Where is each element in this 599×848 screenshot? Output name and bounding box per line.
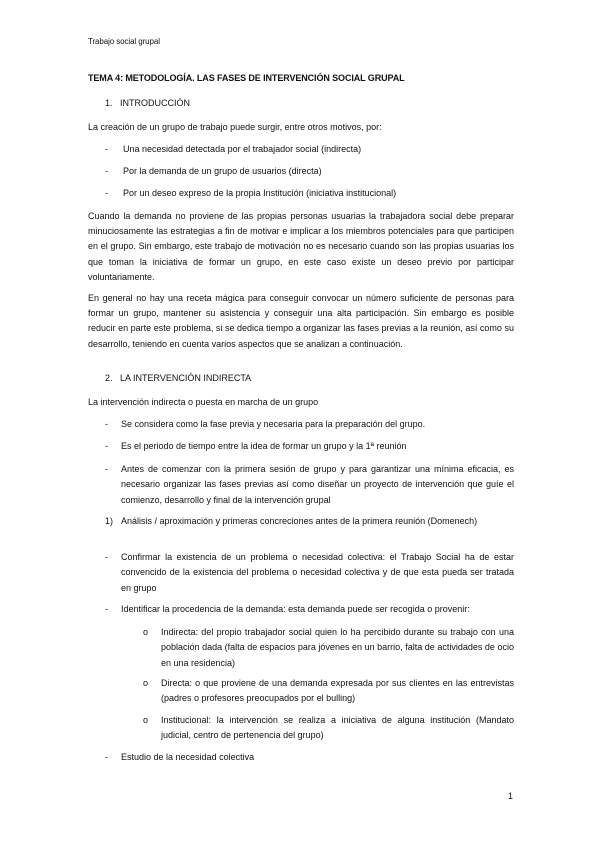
section-title: LA INTERVENCIÓN INDIRECTA bbox=[120, 373, 252, 383]
bullet-circle: o bbox=[143, 715, 149, 725]
list-item-text: Estudio de la necesidad colectiva bbox=[121, 752, 255, 762]
sub-list-item-text: Institucional: la intervención se realiza a iniciativa de alguna institución (Mandato judicial, centro de pertenencia del grupo) bbox=[161, 715, 514, 741]
section-title: INTRODUCCIÓN bbox=[120, 98, 190, 108]
bullet-circle: o bbox=[143, 678, 149, 688]
bullet-dash: - bbox=[105, 752, 108, 762]
page-number: 1 bbox=[508, 791, 514, 801]
bullet-dash: - bbox=[105, 552, 108, 562]
body-paragraph: Cuando la demanda no proviene de las propias personas usuarias la trabajadora social debe preparar minuciosamente las estrategias a fin de motivar e implicar a los miembros potenciales para que participen en el grupo. Sin embargo, este trabajo de motivación no es necesario cuando son las propias usuarias los que toman la iniciativa de formar un grupo, en este caso existe un deseo previo por participar voluntariamente. bbox=[88, 211, 514, 282]
section-number: 2. bbox=[105, 373, 113, 383]
step-text: Análisis / aproximación y primeras concreciones antes de la primera reunión (Domenech) bbox=[121, 516, 478, 526]
bullet-dash: - bbox=[105, 188, 108, 198]
list-item-text: Antes de comenzar con la primera sesión de grupo y para garantizar una mínima eficacia, es necesario organizar las fases previas así como diseñar un proyecto de intervención que guíe el comienzo, desarrollo y final de la intervención grupal bbox=[121, 464, 514, 505]
bullet-dash: - bbox=[105, 604, 108, 614]
document-title: TEMA 4: METODOLOGÍA. LAS FASES DE INTERVENCIÓN SOCIAL GRUPAL bbox=[88, 73, 405, 83]
list-item-text: Por un deseo expreso de la propia Institución (iniciativa institucional) bbox=[123, 188, 397, 198]
list-item-text: Se considera como la fase previa y necesaria para la preparación del grupo. bbox=[121, 419, 426, 429]
list-item-text: Una necesidad detectada por el trabajador social (indirecta) bbox=[123, 144, 362, 154]
list-item-text: Confirmar la existencia de un problema o necesidad colectiva: el Trabajo Social ha de estar convencido de la existencia del problema o necesidad colectiva y de que esta pueda ser tratada en grupo bbox=[121, 552, 514, 593]
intro-paragraph: La creación de un grupo de trabajo puede surgir, entre otros motivos, por: bbox=[88, 122, 382, 132]
list-item-text: Por la demanda de un grupo de usuarios (directa) bbox=[123, 166, 322, 176]
sub-list-item-text: Directa: o que proviene de una demanda expresada por sus clientes en las entrevistas (padres o profesores preocupados por el bulling) bbox=[161, 678, 514, 704]
bullet-dash: - bbox=[105, 419, 108, 429]
list-item-text: Identificar la procedencia de la demanda: esta demanda puede ser recogida o provenir: bbox=[121, 604, 470, 614]
intro-paragraph: La intervención indirecta o puesta en marcha de un grupo bbox=[88, 397, 319, 407]
running-header: Trabajo social grupal bbox=[88, 37, 160, 46]
sub-list-item-text: Indirecta: del propio trabajador social quien lo ha percibido durante su trabajo con una población dada (falta de espacios para jóvenes en un barrio, falta de actividades de ocio en una residencia) bbox=[161, 627, 514, 668]
bullet-dash: - bbox=[105, 144, 108, 154]
bullet-circle: o bbox=[143, 627, 149, 637]
body-paragraph: En general no hay una receta mágica para conseguir convocar un número suficiente de personas para formar un grupo, mantener su asistencia y conseguir una alta participación. Sin embargo es posible reducir en parte este problema, si se dedica tiempo a organizar las fases previas a la reunión, así como su desarrollo, teniendo en cuenta varios aspectos que se analizan a continuación. bbox=[88, 293, 514, 349]
step-number: 1) bbox=[105, 516, 114, 526]
list-item-text: Es el periodo de tiempo entre la idea de formar un grupo y la 1ª reunión bbox=[121, 441, 407, 451]
section-number: 1. bbox=[105, 98, 113, 108]
bullet-dash: - bbox=[105, 441, 108, 451]
bullet-dash: - bbox=[105, 464, 108, 474]
bullet-dash: - bbox=[105, 166, 108, 176]
